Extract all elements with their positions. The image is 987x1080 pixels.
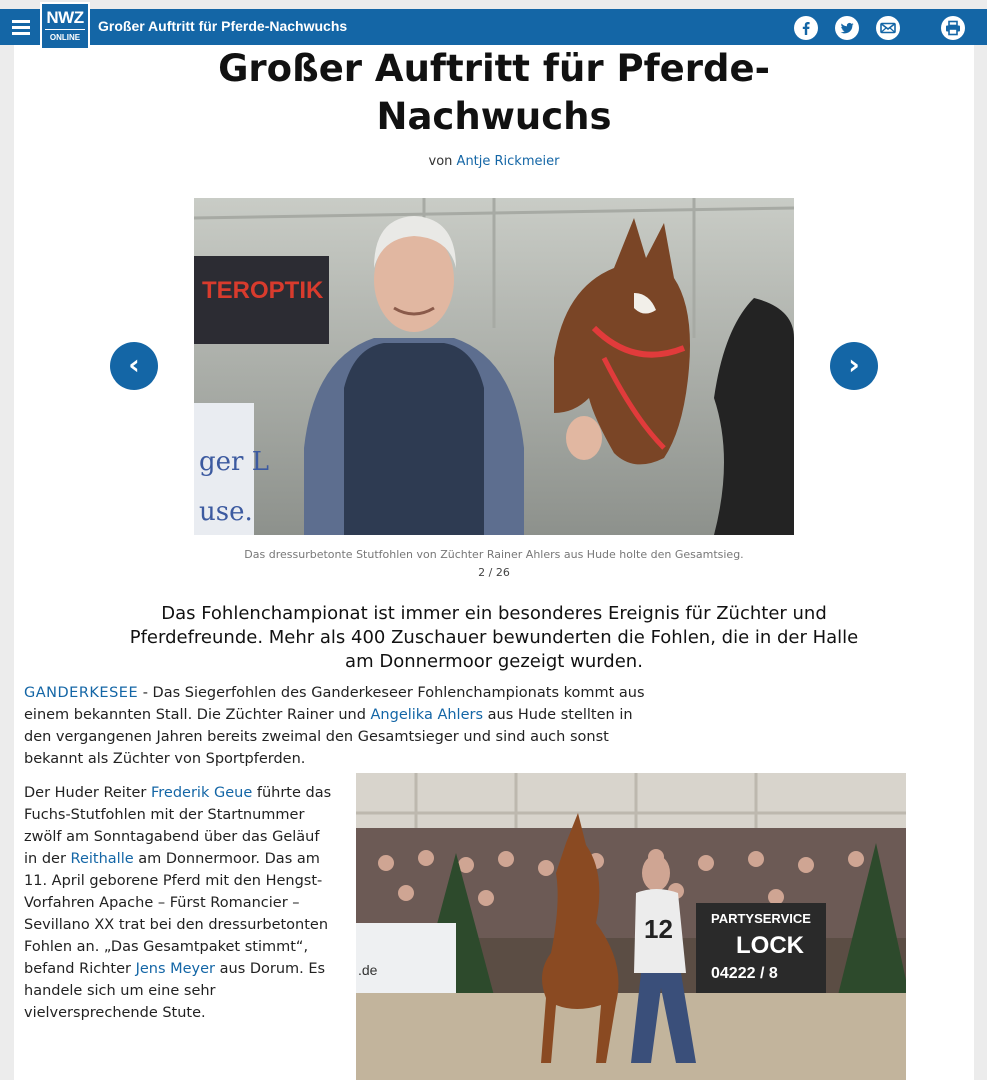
print-icon[interactable] bbox=[941, 16, 965, 40]
byline-prefix: von bbox=[428, 154, 453, 169]
article-paragraph-2: Der Huder Reiter Frederik Geue führte das Fuchs-Stutfohlen mit der Startnummer zwölf am Sonntagabend über das Geläuf in der Reithalle am Donnermoor. Das am 11. April geborene Pferd mit den Hengst-Vorfahren Apache – Fürst Romancier – Sevillano XX trat bei den dressurbetonten Fohlen an. „Das Gesamtpaket stimmt“, befand Richter Jens Meyer aus Dorum. Es handele sich um eine sehr vielversprechende Stute. bbox=[24, 785, 332, 1021]
gallery-photo bbox=[194, 198, 794, 535]
photo-caption: Das dressurbetonte Stutfohlen von Züchter Rainer Ahlers aus Hude holte den Gesamtsieg. bbox=[244, 548, 744, 561]
banner-text-1: TEROPTIK bbox=[202, 277, 324, 304]
photo-banner-1: PARTYSERVICE bbox=[711, 911, 811, 926]
gallery-counter: 2 / 26 bbox=[478, 566, 510, 579]
article-page bbox=[14, 45, 974, 1080]
person-link-frederik-geue[interactable]: Frederik Geue bbox=[151, 785, 253, 801]
photo-bib-number: 12 bbox=[644, 914, 673, 944]
hamburger-menu-icon[interactable] bbox=[12, 20, 30, 36]
byline bbox=[14, 154, 974, 169]
twitter-share-icon[interactable] bbox=[835, 16, 859, 40]
top-bar bbox=[0, 9, 987, 45]
person-link-angelika-ahlers[interactable]: Angelika Ahlers bbox=[370, 707, 484, 723]
photo-banner-3: 04222 / 8 bbox=[711, 965, 778, 982]
nwz-online-logo[interactable]: NWZ ONLINE bbox=[40, 2, 90, 50]
photo-banner-2: LOCK bbox=[736, 932, 804, 959]
banner-text-2: ger L bbox=[199, 447, 269, 477]
photo-banner-4: .de bbox=[358, 962, 378, 978]
dateline-location: GANDERKESEE bbox=[24, 685, 139, 701]
facebook-share-icon[interactable] bbox=[794, 16, 818, 40]
gallery-next-button[interactable]: › bbox=[830, 342, 878, 390]
banner-text-3: use. bbox=[199, 497, 253, 527]
article-photo-foal-run bbox=[356, 773, 906, 1080]
article-paragraph-1: GANDERKESEE - Das Siegerfohlen des Ganderkeseer Fohlenchampionats kommt aus einem bekannten Stall. Die Züchter Rainer und Angelika Ahlers aus Hude stellten in den vergangenen Jahren bereits zweimal den Gesamtsieger und sind auch sonst bekannt als Züchter von Sportpferden. bbox=[24, 685, 645, 767]
article-lead: Das Fohlenchampionat ist immer ein besonderes Ereignis für Züchter und Pferdefreunde. Mehr als 400 Zuschauer bewunderten die Fohlen, die in der Halle am Donnermoor gezeigt wurden. bbox=[129, 603, 859, 672]
author-link[interactable]: Antje Rickmeier bbox=[456, 154, 560, 169]
topic-link-reithalle[interactable]: Reithalle bbox=[70, 851, 134, 867]
bar-title: Großer Auftritt für Pferde-Nachwuchs bbox=[98, 18, 348, 34]
person-link-jens-meyer[interactable]: Jens Meyer bbox=[135, 961, 216, 977]
gallery-prev-button[interactable]: ‹ bbox=[110, 342, 158, 390]
email-share-icon[interactable] bbox=[876, 16, 900, 40]
article-headline: Großer Auftritt für Pferde- Nachwuchs bbox=[218, 47, 770, 138]
